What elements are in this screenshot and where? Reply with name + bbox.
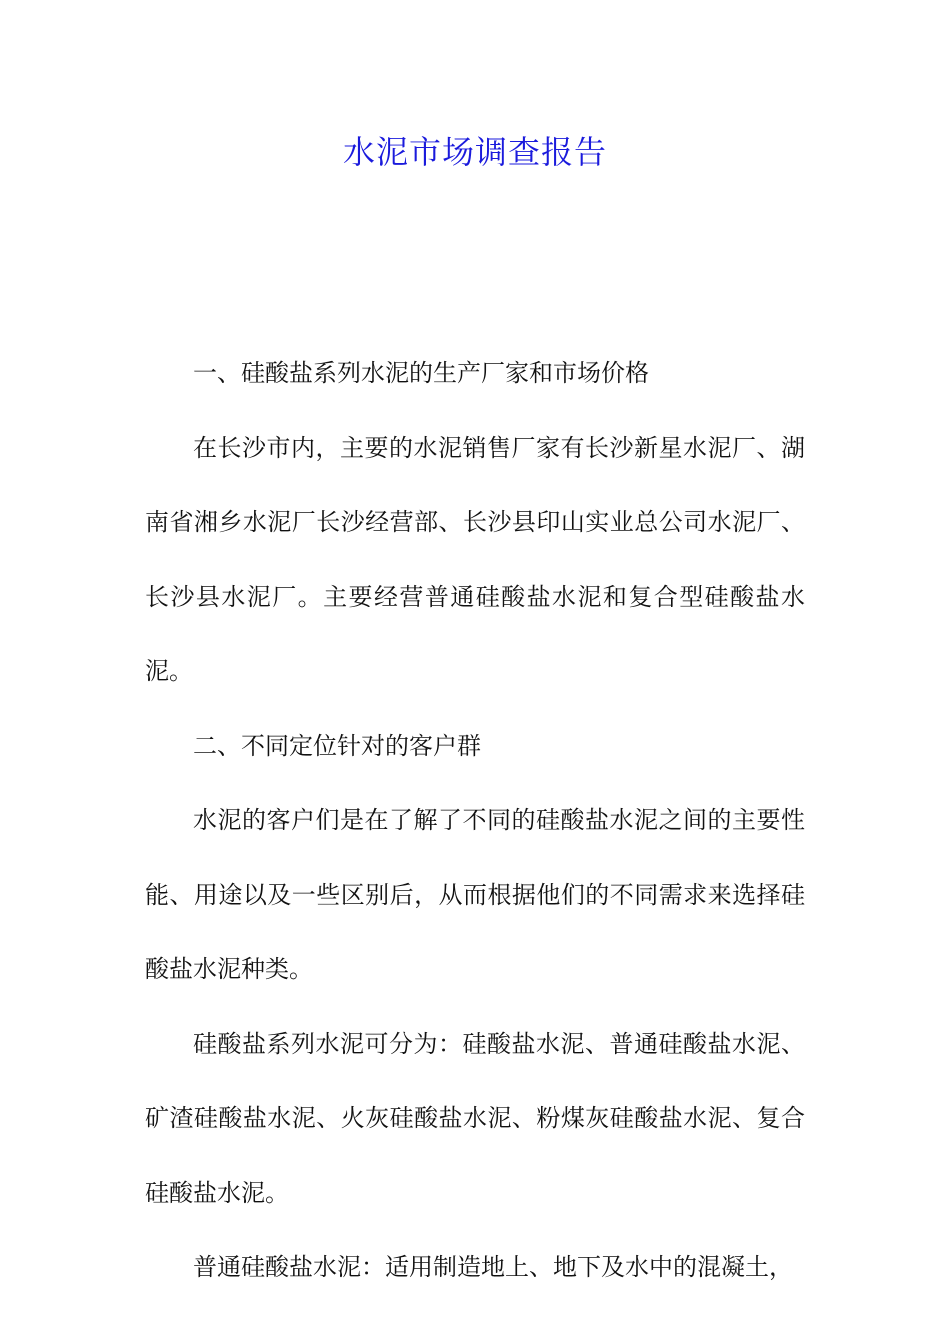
paragraph-cement-types: 硅酸盐系列水泥可分为：硅酸盐水泥、普通硅酸盐水泥、矿渣硅酸盐水泥、火灰硅酸盐水泥、粉煤灰硅酸盐水泥、复合硅酸盐水泥。 xyxy=(145,1029,805,1207)
section-heading-1: 一、硅酸盐系列水泥的生产厂家和市场价格 xyxy=(193,359,649,387)
paragraph-manufacturers: 在长沙市内，主要的水泥销售厂家有长沙新星水泥厂、湖南省湘乡水泥厂长沙经营部、长沙县印山实业总公司水泥厂、长沙县水泥厂。主要经营普通硅酸盐水泥和复合型硅酸盐水泥。 xyxy=(145,433,805,685)
document-title: 水泥市场调查报告 xyxy=(342,133,607,171)
document-body xyxy=(145,336,805,1305)
paragraph-customers: 水泥的客户们是在了解了不同的硅酸盐水泥之间的主要性能、用途以及一些区别后，从而根据他们的不同需求来选择硅酸盐水泥种类。 xyxy=(145,806,805,983)
section-heading-2: 二、不同定位针对的客户群 xyxy=(193,731,481,760)
paragraph-ordinary-cement: 普通硅酸盐水泥：适用制造地上、地下及水中的混凝土， xyxy=(193,1253,793,1281)
